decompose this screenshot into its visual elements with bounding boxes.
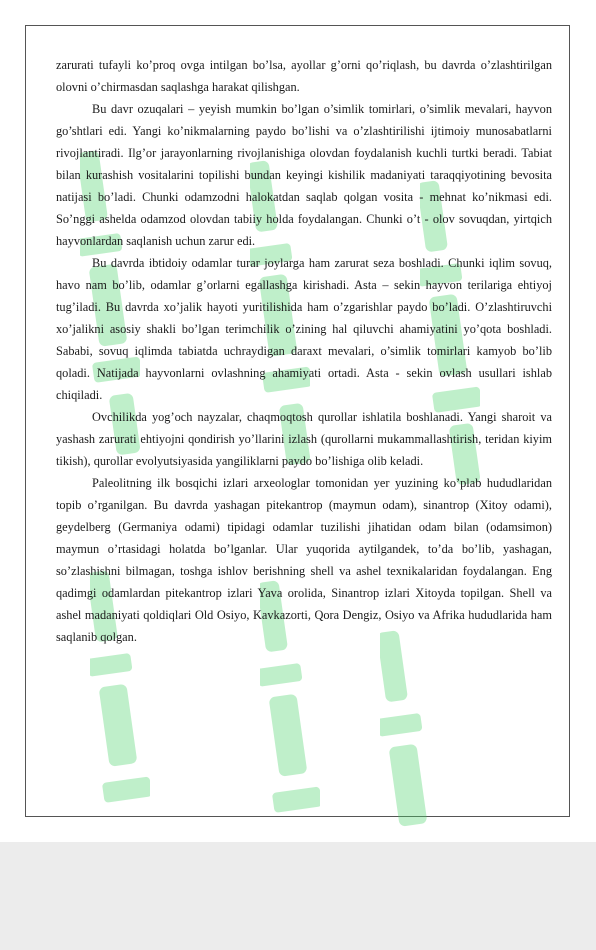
paragraph-2: Bu davr ozuqalari – yeyish mumkin bo’lgan o’simlik tomirlari, o’simlik mevalari, hayvon go’shtlari edi. Yangi ko’nikmalarning paydo bo’lishi va o’zlashtirilishi ijtimoiy munosabatlarni rivojlantiradi. Ilg’or jarayonlarning rivojlanishiga olovdan foydalanish kuchli turtki beradi. Tabiat bilan kurashish vositalarini topilishi bundan keyingi kishilik madaniyati taraqqiyotining bevosita natijasi bo’ladi. Chunki odamzodni halokatdan saqlab qolgan vosita - mehnat ko’nikmasi edi. So’nggi ashelda odamzod olovdan tabiiy holda foydalangan. Chunki o’t - olov sovuqdan, yirtqich hayvonlardan saqlanish uchun zarur edi. bbox=[56, 102, 552, 248]
paragraph-1: zarurati tufayli ko’proq ovga intilgan bo’lsa, ayollar g’orni qo’riqlash, bu davrda o’zlashtirilgan olovni o’chirmasdan saqlashga harakat qilishgan. bbox=[56, 58, 552, 94]
document-body bbox=[56, 54, 552, 648]
paragraph-5: Paleolitning ilk bosqichi izlari arxeologlar tomonidan yer yuzining ko’plab hududlaridan topib o’rganilgan. Bu davrda yashagan pitekantrop (maymun odam), sinantrop (Xitoy odami), geydelberg (Germaniya odami) tipidagi odamlar tuzilishi jihatidan odam bilan (odamsimon) maymun o’rtasidagi holatda bo’lganlar. Ular yuqorida aytilgandek, to’da bo’lib, yashagan, so’zlashishni bilmagan, toshga ishlov berishning shell va ashel texnikalaridan foydalangan. Eng qadimgi odamlardan pitekantrop izlari Yava orolida, Sinantrop izlari Xitoyda topilgan. Shell va ashel madaniyati qoldiqlari Old Osiyo, Kavkazorti, Qora Dengiz, Osiyo va Afrika hududlarida ham saqlanib qolgan. bbox=[56, 476, 552, 644]
paragraph-4: Ovchilikda yog’och nayzalar, chaqmoqtosh qurollar ishlatila boshlanadi. Yangi sharoit va yashash zarurati ehtiyojni qondirish yo’llarini izlash (qurollarni mukammallashtirish, teridan kiyim tikish), qurollar evolyutsiyasida yangiliklarni paydo bo’lishiga olib keladi. bbox=[56, 410, 552, 468]
paragraph-3: Bu davrda ibtidoiy odamlar turar joylarga ham zarurat seza boshladi. Chunki iqlim sovuq, havo nam bo’lib, odamlar g’orlarni egallashga kirishadi. Asta – sekin hayvon terilariga ehtiyoj tug’iladi. Bu davrda xo’jalik hayoti yuritilishida ham o’zgarishlar paydo bo’ladi. O’zlashtiruvchi xo’jalikni asosiy shakli bo’lgan terimchilik o’zining hal qiluvchi ahamiyatini yo’qota boshladi. Sababi, sovuq iqlimda tabiatda uchraydigan daraxt mevalari, o’simlik tomirlari kamyob bo’lib qoladi. Natijada hayvonlarni ovlashning ahamiyati ortadi. Asta - sekin ovlash usullari ishlab chiqiladi. bbox=[56, 256, 552, 402]
